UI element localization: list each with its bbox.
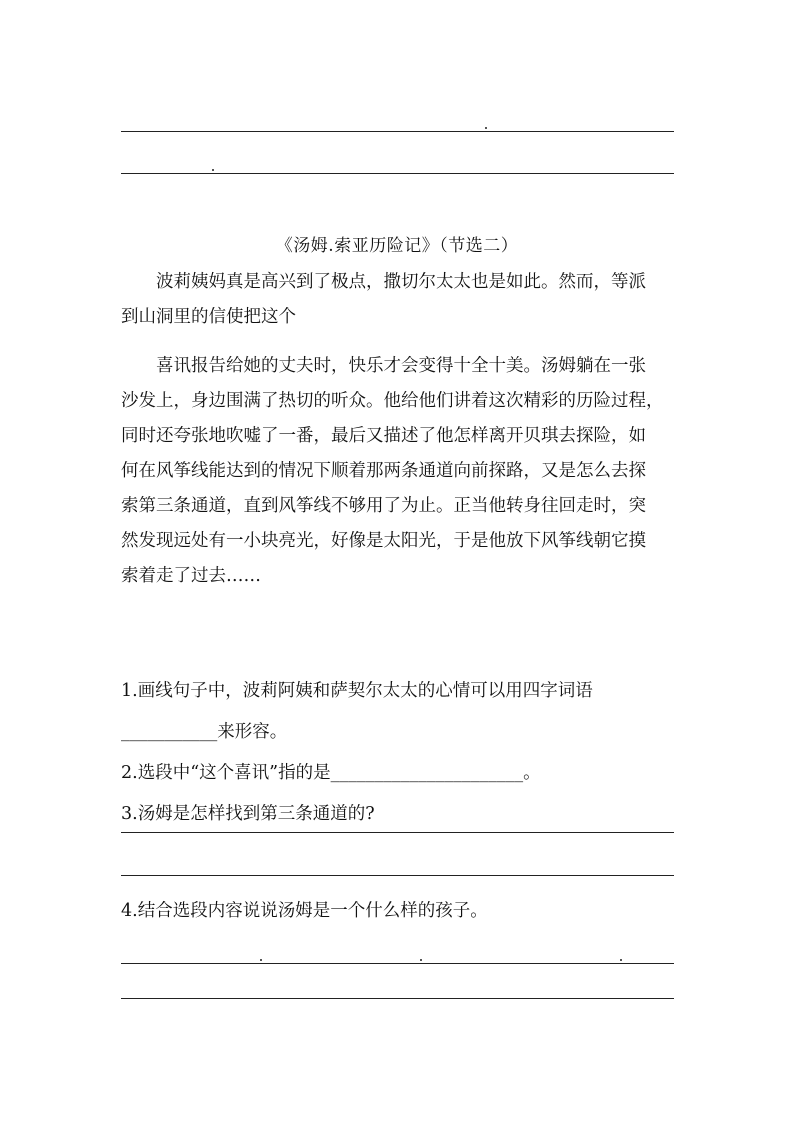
- passage-paragraph-2: [121, 349, 681, 594]
- answer-line-q3-1[interactable]: [121, 832, 674, 833]
- stray-dot: [260, 959, 262, 961]
- stray-dot: [420, 959, 422, 961]
- question-2: 2.选段中“这个喜讯”指的是______________________。: [121, 763, 541, 783]
- question-1: 1.画线句子中，波莉阿姨和萨契尔太太的心情可以用四字词语: [121, 681, 593, 701]
- passage-paragraph-1: [121, 265, 681, 335]
- passage-line: 何在风筝线能达到的情况下顺着那两条通道向前探路，又是怎么去探: [121, 461, 646, 481]
- answer-line-q4-1[interactable]: [121, 963, 674, 964]
- passage-line: 索第三条通道，直到风筝线不够用了为止。正当他转身往回走时，突: [121, 496, 646, 516]
- question-3: 3.汤姆是怎样找到第三条通道的?: [121, 804, 375, 824]
- stray-dot: [212, 169, 214, 171]
- passage-line: 索着走了过去……: [121, 566, 261, 586]
- passage-line: 波莉姨妈真是高兴到了极点，撒切尔太太也是如此。然而，等派: [156, 272, 646, 292]
- passage-title: 《汤姆.索亚历险记》（节选二）: [275, 236, 519, 256]
- passage-line: 喜讯报告给她的丈夫时，快乐才会变得十全十美。汤姆躺在一张: [156, 356, 646, 376]
- passage-line: 到山洞里的信使把这个: [121, 307, 296, 327]
- answer-line-q4-2[interactable]: [121, 998, 674, 999]
- stray-dot: [620, 959, 622, 961]
- passage-line: 沙发上，身边围满了热切的听众。他给他们讲着这次精彩的历险过程，: [121, 391, 664, 411]
- question-4: 4.结合选段内容说说汤姆是一个什么样的孩子。: [121, 901, 488, 921]
- question-1-blank[interactable]: ___________来形容。: [121, 722, 288, 742]
- passage-line: 同时还夸张地吹嘘了一番，最后又描述了他怎样离开贝琪去探险，如: [121, 426, 646, 446]
- answer-line-top-1[interactable]: [121, 131, 674, 132]
- stray-dot: [485, 127, 487, 129]
- answer-line-top-2[interactable]: [121, 173, 674, 174]
- passage-line: 然发现远处有一小块亮光，好像是太阳光，于是他放下风筝线朝它摸: [121, 531, 646, 551]
- answer-line-q3-2[interactable]: [121, 875, 674, 876]
